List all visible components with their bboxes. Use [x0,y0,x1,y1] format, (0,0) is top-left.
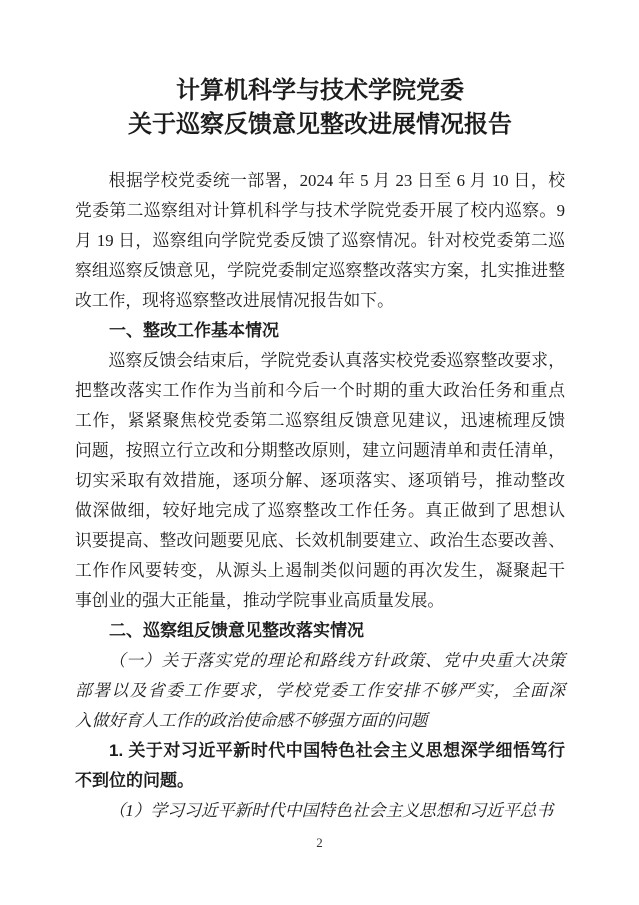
text-line: 改工作，现将巡察整改进展情况报告如下。 [75,291,394,310]
text-line: 巡察反馈会结束后，学院党委认真落实校党委巡察整改要求， [108,351,565,370]
text-line: 问题，按照立行立改和分期整改原则，建立问题清单和责任清单， [75,441,565,460]
text-line: （一）关于落实党的理论和路线方针政策、党中央重大决策 [108,651,565,670]
text-line: 月 19 日，巡察组向学院党委反馈了巡察情况。针对校党委第二巡 [75,231,565,250]
text-line: 部署以及省委工作要求，学校党委工作安排不够严实，全面深 [75,681,565,700]
text-line: 做深做细，较好地完成了巡察整改工作任务。真正做到了思想认 [75,501,565,520]
text-line: 切实采取有效措施，逐项分解、逐项落实、逐项销号，推动整改 [75,471,565,490]
text-line: 1. 关于对习近平新时代中国特色社会主义思想深学细悟笃行 [109,741,565,760]
text-line: 根据学校党委统一部署，2024 年 5 月 23 日至 6 月 10 日，校 [108,171,565,190]
text-line: （1）学习习近平新时代中国特色社会主义思想和习近平总书 [108,801,554,820]
text-line: 把整改落实工作作为当前和今后一个时期的重大政治任务和重点 [75,381,565,400]
text-line: 工作作风要转变，从源头上遏制类似问题的再次发生，凝聚起干 [75,561,565,580]
text-line: 工作，紧紧聚焦校党委第二巡察组反馈意见建议，迅速梳理反馈 [75,411,565,430]
text-line: 党委第二巡察组对计算机科学与技术学院党委开展了校内巡察。9 [75,201,565,220]
title-line-1: 计算机科学与技术学院党委 [176,78,464,104]
text-line: 事创业的强大正能量，推动学院事业高质量发展。 [75,591,445,610]
page-number: 2 [316,835,323,850]
title-line-2: 关于巡察反馈意见整改进展情况报告 [128,112,512,138]
text-line: 入做好育人工作的政治使命感不够强方面的问题 [75,711,428,730]
text-line: 察组巡察反馈意见，学院党委制定巡察整改落实方案，扎实推进整 [75,261,565,280]
text-line: 不到位的问题。 [75,771,194,790]
document-body [75,166,565,826]
section-heading: 一、整改工作基本情况 [109,321,279,340]
text-line: 识要提高、整改问题要见底、长效机制要建立、政治生态要改善、 [75,531,565,550]
document-title [75,74,565,142]
section-heading: 二、巡察组反馈意见整改落实情况 [109,621,364,640]
